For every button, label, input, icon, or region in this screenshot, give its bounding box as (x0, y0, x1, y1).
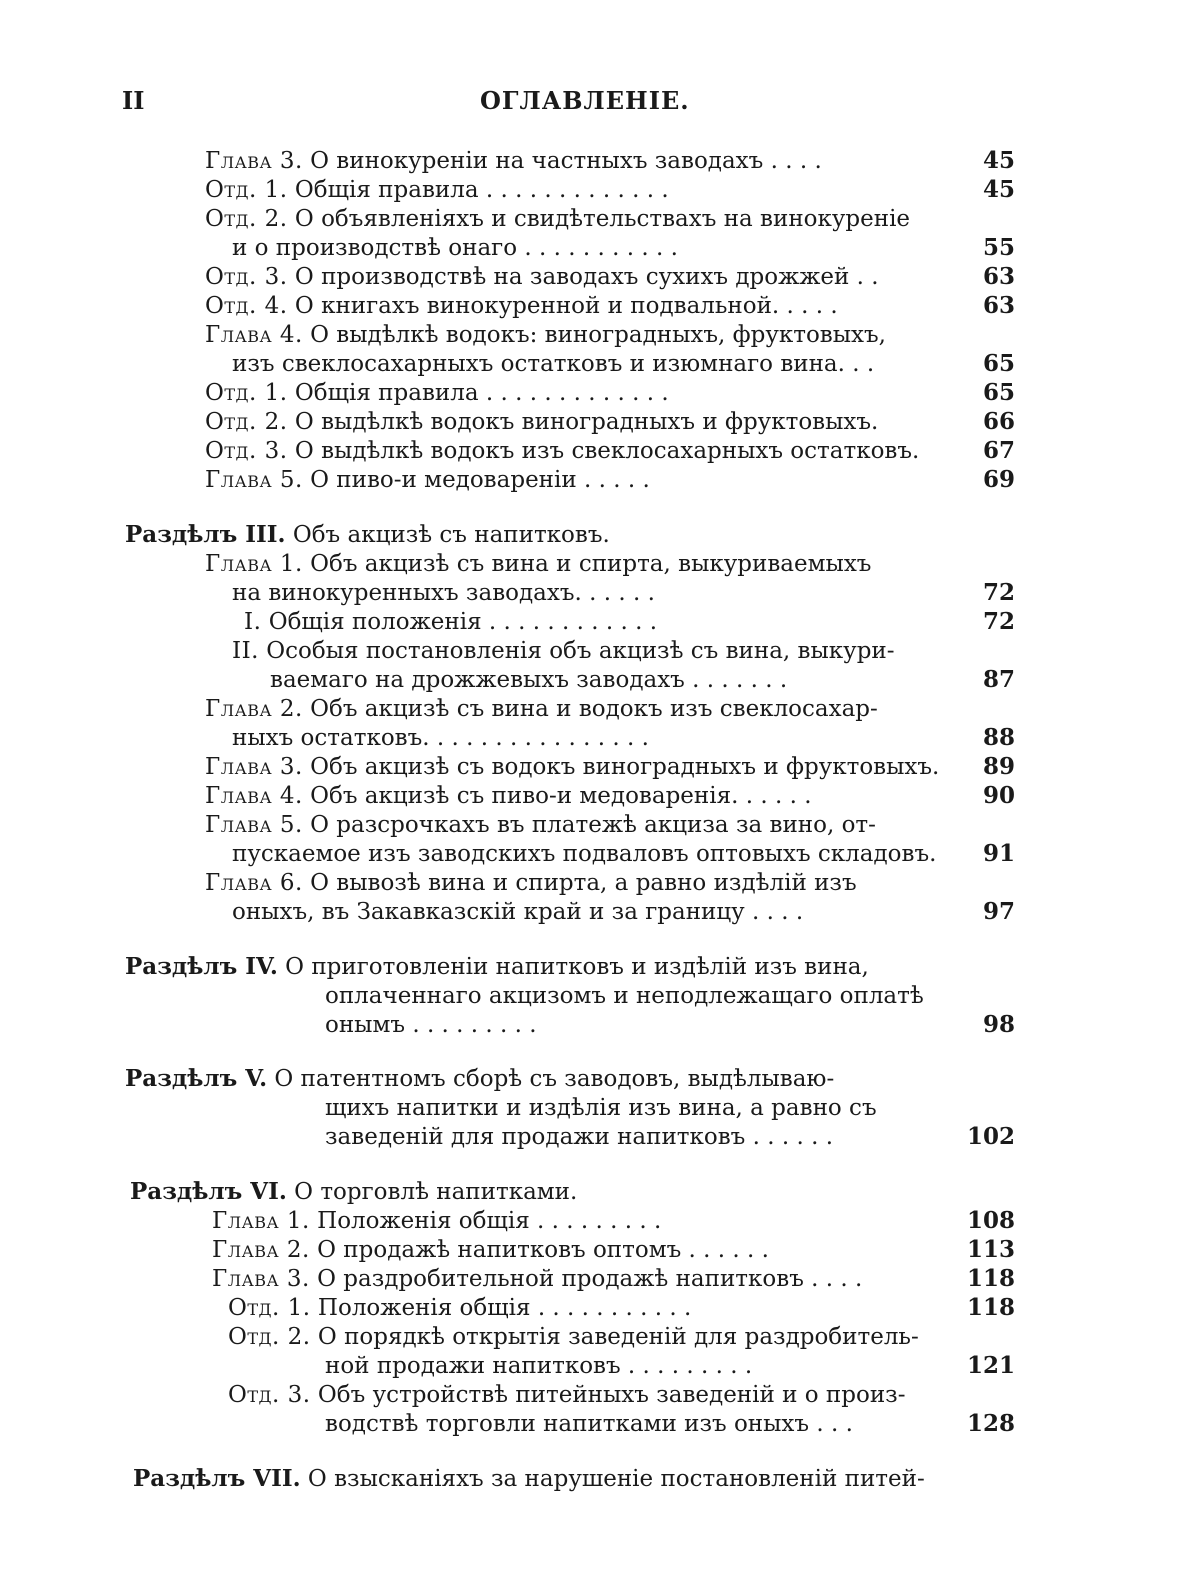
toc-line (325, 1010, 537, 1040)
section-label: Раздѣлъ V. (125, 1065, 268, 1092)
toc-page-number: 67 (982, 437, 1015, 464)
entry-text: Общія правила . . . . . . . . . . . . . (287, 380, 669, 406)
toc-line (205, 465, 650, 495)
entry-text: О патентномъ сборѣ съ заводовъ, выдѣлываю- (267, 1066, 835, 1092)
toc-line (232, 839, 936, 869)
entry-text: ныхъ остатковъ. . . . . . . . . . . . . . . . (232, 725, 649, 751)
toc-line (205, 752, 939, 782)
entry-text: ной продажи напитковъ . . . . . . . . . (325, 1353, 753, 1379)
entry-label: Отд. 3. (205, 438, 288, 464)
toc-page-number: 98 (982, 1011, 1015, 1038)
entry-text: О производствѣ на заводахъ сухихъ дрожжей . . (287, 264, 879, 290)
entry-label: I. (244, 609, 262, 635)
entry-text: О вывозѣ вина и спирта, а равно издѣлій изъ (302, 870, 857, 896)
entry-text: заведеній для продажи напитковъ . . . . . . (325, 1124, 834, 1150)
entry-label: Отд. 2. (205, 206, 288, 232)
toc-line (232, 233, 678, 263)
toc-line (205, 320, 886, 350)
entry-text: щихъ напитки и издѣлія изъ вина, а равно съ (325, 1095, 877, 1121)
entry-text: Объ акцизѣ съ напитковъ. (285, 522, 610, 548)
toc-page-number: 45 (982, 176, 1015, 203)
section-label: Раздѣлъ VI. (130, 1178, 287, 1205)
toc-line (232, 723, 649, 753)
entry-text: Общія положенія . . . . . . . . . . . . (261, 609, 658, 635)
entry-text: изъ свеклосахарныхъ остатковъ и изюмнаго вина. . . (232, 351, 875, 377)
toc-line (205, 291, 838, 321)
entry-text: О винокуреніи на частныхъ заводахъ . . . . (302, 148, 822, 174)
entry-text: оплаченнаго акцизомъ и неподлежащаго оплатѣ (325, 983, 924, 1009)
entry-text: Объ акцизѣ съ вина и водокъ изъ свеклосахар- (302, 696, 878, 722)
toc-line (205, 810, 876, 840)
toc-line (232, 578, 655, 608)
toc-line (270, 665, 787, 695)
entry-text: водствѣ торговли напитками изъ оныхъ . . . (325, 1411, 853, 1437)
entry-text: ваемаго на дрожжевыхъ заводахъ . . . . . . . (270, 667, 788, 693)
entry-label: Глава 1. (205, 551, 303, 577)
toc-page-number: 128 (966, 1410, 1015, 1437)
entry-label: Глава 4. (205, 783, 303, 809)
entry-text: Положенія общія . . . . . . . . . (309, 1208, 662, 1234)
toc-line (205, 175, 669, 205)
page-number: II (122, 86, 145, 115)
entry-label: Глава 3. (205, 754, 303, 780)
toc-page-number: 89 (982, 753, 1015, 780)
entry-label: Отд. 2. (228, 1324, 311, 1350)
entry-text: Объ акцизѣ съ водокъ виноградныхъ и фруктовыхъ. (302, 754, 940, 780)
toc-page-number: 55 (982, 234, 1015, 261)
toc-line (212, 1235, 769, 1265)
entry-text: и о производствѣ онаго . . . . . . . . . . . (232, 235, 678, 261)
toc-page-number: 66 (982, 408, 1015, 435)
entry-text: Объ устройствѣ питейныхъ заведеній и о произ- (310, 1382, 906, 1408)
toc-page-number: 108 (966, 1207, 1015, 1234)
toc-line (205, 262, 879, 292)
entry-label: Отд. 3. (228, 1382, 311, 1408)
entry-label: Глава 2. (212, 1237, 310, 1263)
entry-text: оныхъ, въ Закавказскій край и за границу . . . . (232, 899, 804, 925)
entry-text: О пиво-и медовареніи . . . . . (302, 467, 650, 493)
toc-page-number: 118 (966, 1265, 1015, 1292)
toc-page-number: 72 (982, 608, 1015, 635)
toc-line (205, 781, 812, 811)
entry-label: Глава 2. (205, 696, 303, 722)
toc-page-number: 63 (982, 292, 1015, 319)
section-label: Раздѣлъ III. (125, 521, 286, 548)
toc-line (212, 1206, 661, 1236)
toc-page-number: 63 (982, 263, 1015, 290)
toc-line (130, 1177, 577, 1207)
entry-text: Объ акцизѣ съ пиво-и медоваренія. . . . . . (302, 783, 812, 809)
entry-text: Объ акцизѣ съ вина и спирта, выкуриваемыхъ (302, 551, 872, 577)
toc-line (228, 1293, 691, 1323)
toc-page-number: 118 (966, 1294, 1015, 1321)
toc-page-number: 45 (982, 147, 1015, 174)
page-title: ОГЛАВЛЕНІЕ. (480, 86, 690, 115)
entry-text: Особыя постановленія объ акцизѣ съ вина, выкури- (258, 638, 895, 664)
entry-text: Положенія общія . . . . . . . . . . . (310, 1295, 692, 1321)
toc-page-number: 90 (982, 782, 1015, 809)
toc-line (205, 204, 910, 234)
entry-label: Глава 5. (205, 467, 303, 493)
toc-line (232, 349, 874, 379)
toc-line (205, 378, 669, 408)
toc-line (212, 1264, 862, 1294)
toc-line (125, 952, 869, 982)
toc-page-number: 113 (966, 1236, 1015, 1263)
entry-label: Глава 6. (205, 870, 303, 896)
entry-label: Глава 5. (205, 812, 303, 838)
toc-line (325, 1122, 833, 1152)
entry-text: О взысканіяхъ за нарушеніе постановленій питей- (300, 1466, 925, 1492)
toc-line (133, 1464, 925, 1494)
toc-line (244, 607, 657, 637)
entry-text: пускаемое изъ заводскихъ подваловъ оптовыхъ складовъ. (232, 841, 937, 867)
entry-text: О объявленіяхъ и свидѣтельствахъ на винокуреніе (287, 206, 911, 232)
entry-label: Отд. 1. (228, 1295, 311, 1321)
toc-page-number: 88 (982, 724, 1015, 751)
toc-page-number: 97 (982, 898, 1015, 925)
toc-line (205, 549, 871, 579)
toc-page-number: 91 (982, 840, 1015, 867)
entry-text: О порядкѣ открытія заведеній для раздробитель- (310, 1324, 919, 1350)
entry-text: О книгахъ винокуренной и подвальной. . . . . (287, 293, 838, 319)
entry-label: Отд. 1. (205, 177, 288, 203)
entry-label: Отд. 3. (205, 264, 288, 290)
toc-line (232, 897, 803, 927)
entry-text: О выдѣлкѣ водокъ изъ свеклосахарныхъ остатковъ. (287, 438, 920, 464)
entry-text: О выдѣлкѣ водокъ: виноградныхъ, фруктовыхъ, (302, 322, 886, 348)
toc-page-number: 69 (982, 466, 1015, 493)
toc-line (228, 1322, 919, 1352)
entry-text: О приготовленіи напитковъ и издѣлій изъ вина, (277, 954, 869, 980)
toc-line (205, 436, 919, 466)
toc-page-number: 102 (966, 1123, 1015, 1150)
entry-text: О торговлѣ напитками. (286, 1179, 578, 1205)
entry-text: О раздробительной продажѣ напитковъ . . . . (309, 1266, 863, 1292)
toc-line (325, 1093, 877, 1123)
entry-text: Общія правила . . . . . . . . . . . . . (287, 177, 669, 203)
entry-label: Глава 3. (212, 1266, 310, 1292)
section-label: Раздѣлъ IV. (125, 953, 278, 980)
entry-text: О продажѣ напитковъ оптомъ . . . . . . (309, 1237, 769, 1263)
toc-line (205, 868, 857, 898)
entry-label: Отд. 4. (205, 293, 288, 319)
entry-label: II. (232, 638, 259, 664)
entry-label: Глава 1. (212, 1208, 310, 1234)
toc-page-number: 72 (982, 579, 1015, 606)
entry-label: Глава 3. (205, 148, 303, 174)
entry-text: онымъ . . . . . . . . . (325, 1012, 537, 1038)
entry-label: Глава 4. (205, 322, 303, 348)
toc-line (205, 407, 878, 437)
toc-line (325, 981, 924, 1011)
entry-label: Отд. 1. (205, 380, 288, 406)
toc-page-number: 87 (982, 666, 1015, 693)
toc-line (325, 1351, 752, 1381)
toc-line (232, 636, 895, 666)
entry-text: О выдѣлкѣ водокъ виноградныхъ и фруктовыхъ. (287, 409, 879, 435)
toc-page-number: 65 (982, 350, 1015, 377)
entry-text: О разсрочкахъ въ платежѣ акциза за вино, от- (302, 812, 876, 838)
entry-text: на винокуренныхъ заводахъ. . . . . . (232, 580, 655, 606)
toc-page-number: 65 (982, 379, 1015, 406)
toc-line (205, 694, 878, 724)
section-label: Раздѣлъ VII. (133, 1465, 301, 1492)
toc-line (205, 146, 822, 176)
toc-page-number: 121 (966, 1352, 1015, 1379)
toc-line (325, 1409, 853, 1439)
entry-label: Отд. 2. (205, 409, 288, 435)
toc-line (125, 1064, 834, 1094)
toc-line (228, 1380, 905, 1410)
toc-line (125, 520, 610, 550)
